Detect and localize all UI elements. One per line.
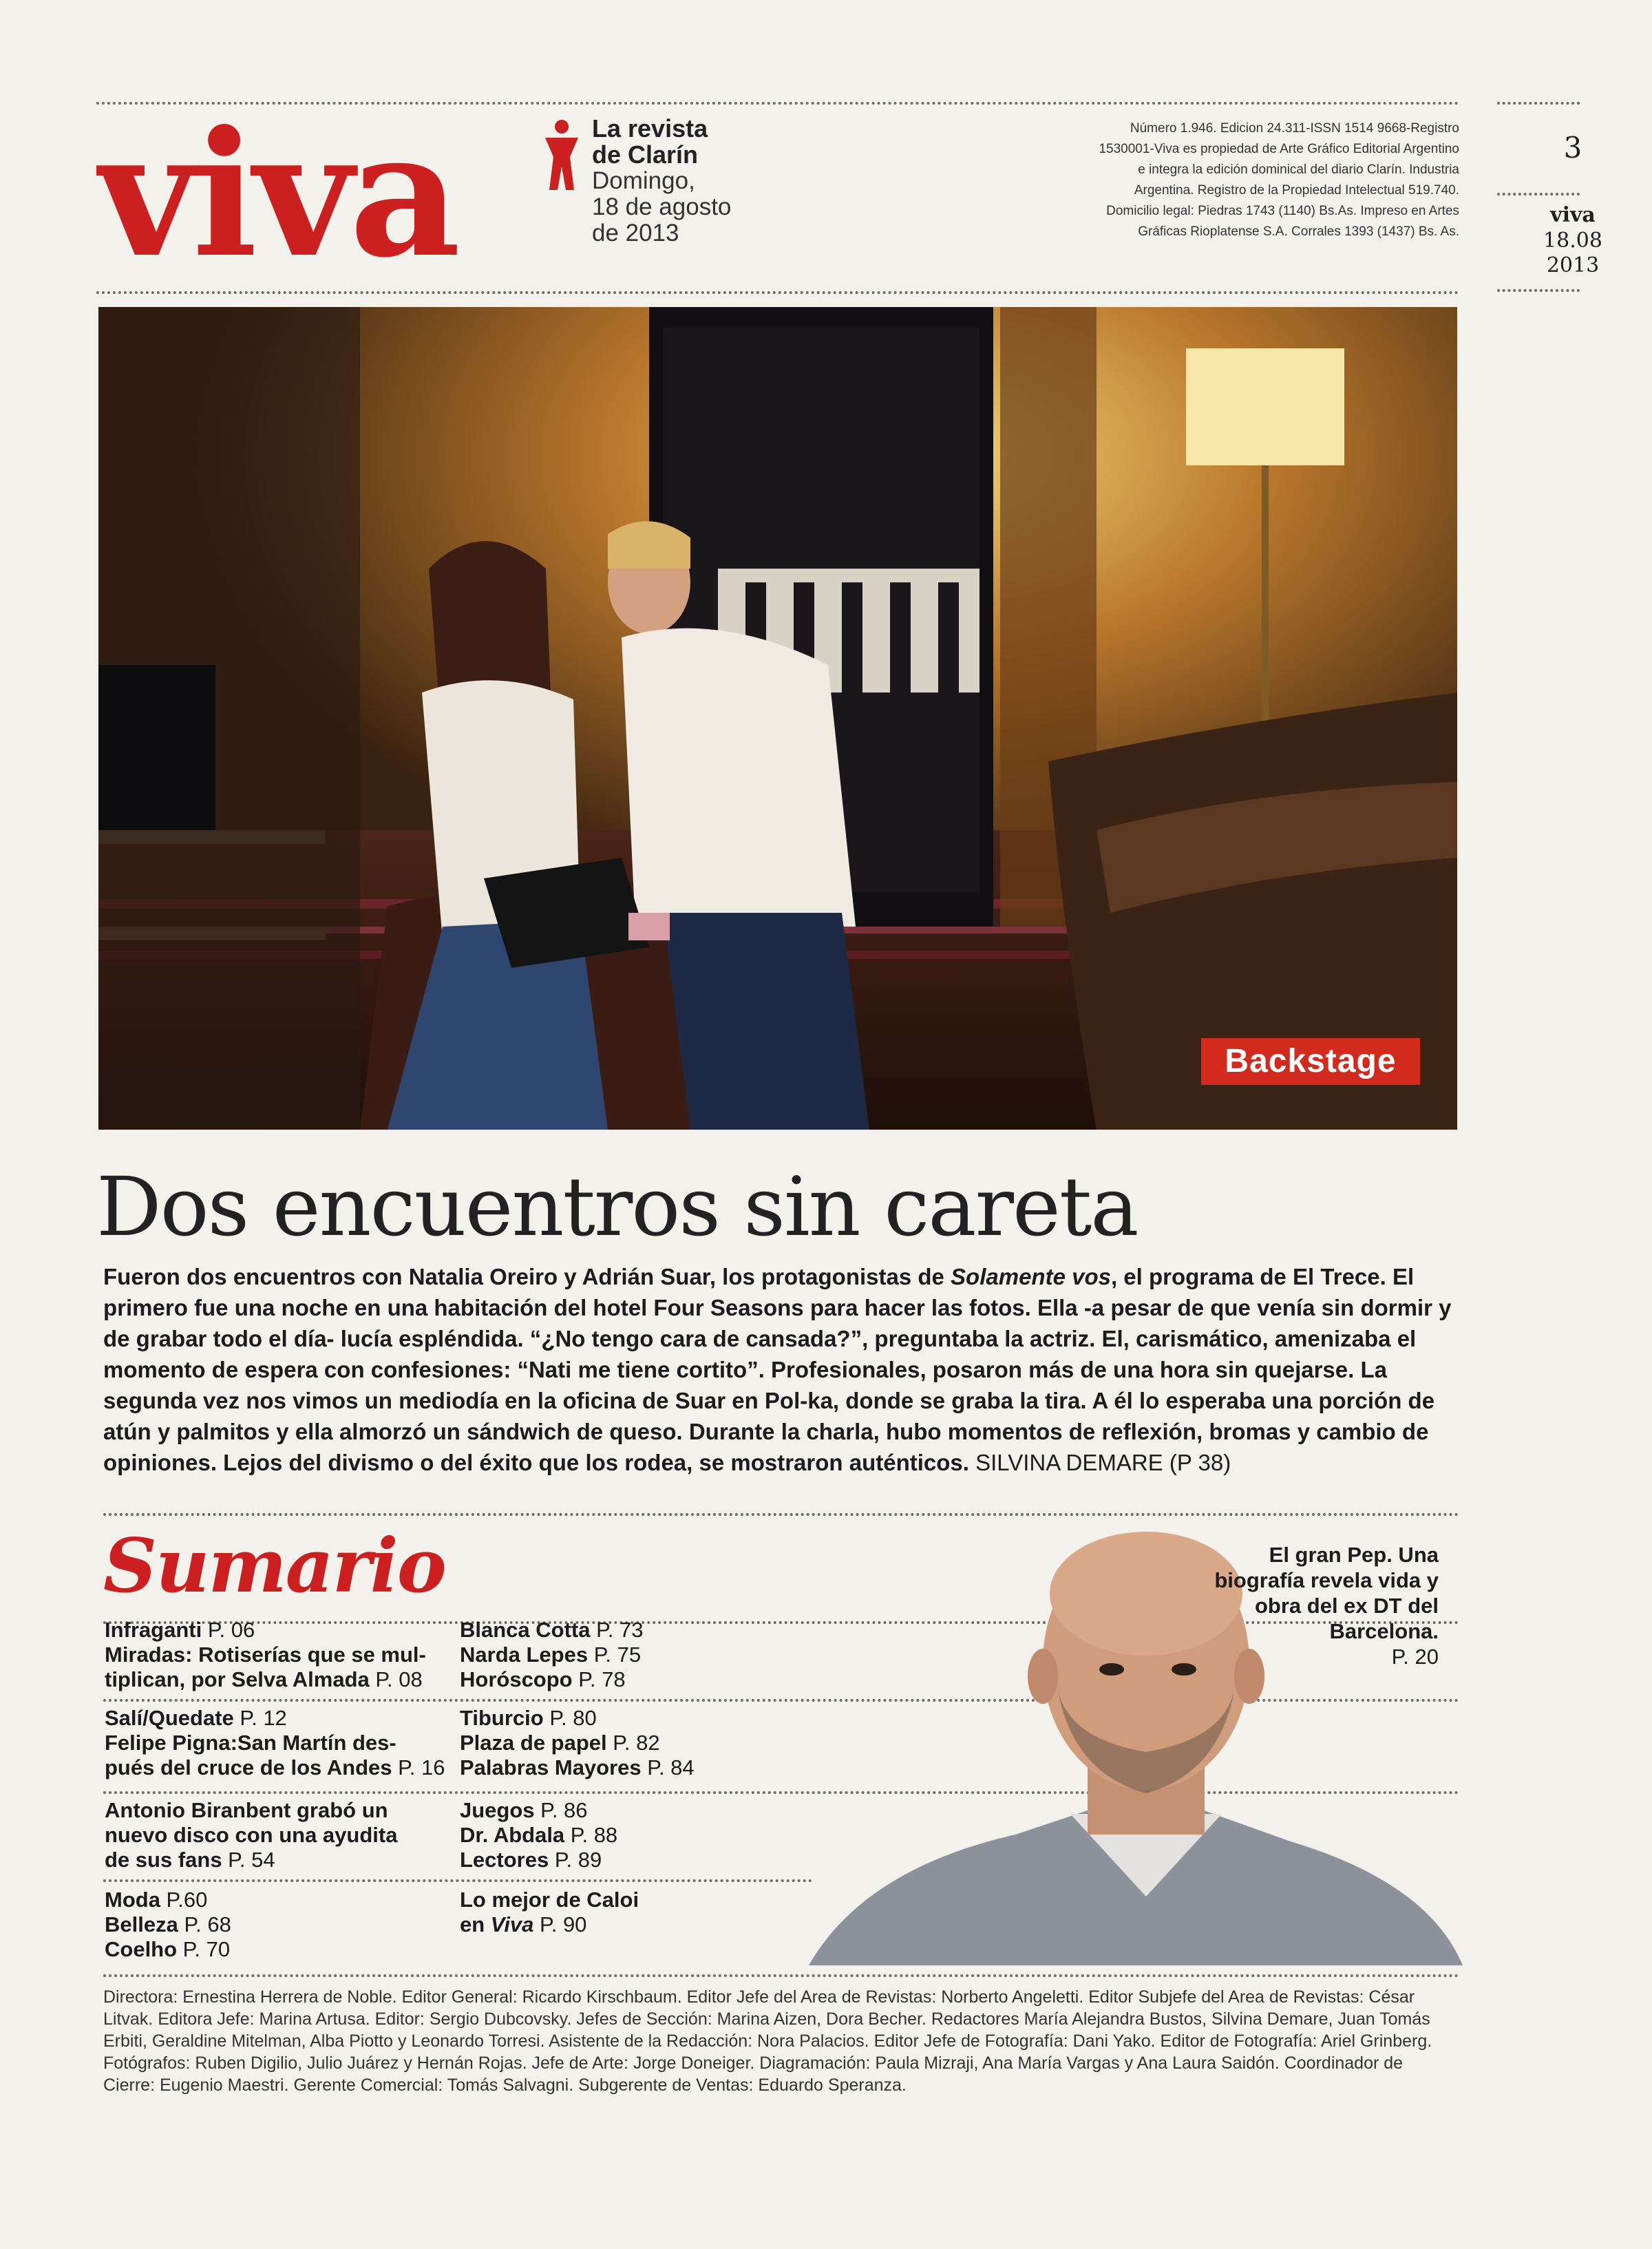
imprint-line: Argentina. Registro de la Propiedad Intelectual 519.740. bbox=[1134, 183, 1459, 198]
sumario-rule-4 bbox=[103, 1879, 812, 1882]
toc-item[interactable]: en Viva P. 90 bbox=[460, 1912, 587, 1936]
toc-item[interactable]: Salí/Quedate P. 12 bbox=[105, 1706, 287, 1730]
toc-block-infraganti bbox=[105, 1618, 426, 1692]
folio-brand: viva bbox=[1550, 203, 1596, 227]
toc-item[interactable]: Coelho P. 70 bbox=[105, 1937, 231, 1961]
svg-text:viva: viva bbox=[96, 117, 457, 275]
date-line-1: Domingo, bbox=[592, 167, 695, 194]
toc-block-biranbent bbox=[105, 1798, 397, 1872]
imprint-line: 1530001-Viva es propiedad de Arte Gráfico Editorial Argentino bbox=[1099, 142, 1459, 156]
masthead-tagline bbox=[592, 116, 731, 246]
lead-text-cont: , el programa de El Trece. El primero fue una noche en una habitación del hotel Four Seasons para hacer las fotos. Ella -a pesar de que venía sin dormir y de grabar todo el día- lucía espléndida. “¿No tengo cara de cansada?”, preguntaba la actriz. El, carismático, amenizaba el momento de espera con confesiones: “Nati me tiene cortito”. Profesionales, posaron más de una hora sin quejarse. La segunda vez nos vimos un mediodía en la oficina de Suar en Pol-ka, donde se graba la tira. A él lo esperaba una porción de atún y palmitos y ella almorzó un sándwich de queso. Durante la charla, hubo momentos de reflexión, bromas y cambio de opiniones. Lejos del divismo o del éxito que los rodea, se mostraron auténticos. bbox=[103, 1264, 1452, 1475]
top-rule bbox=[96, 102, 1459, 105]
toc-item[interactable]: Plaza de papel P. 82 bbox=[460, 1731, 660, 1755]
toc-item[interactable]: Narda Lepes P. 75 bbox=[460, 1643, 642, 1667]
toc-item[interactable]: Horóscopo P. 78 bbox=[460, 1667, 626, 1691]
header-bottom-rule bbox=[96, 291, 1459, 294]
clarin-herald-icon bbox=[542, 117, 581, 193]
tagline-line-1: La revista bbox=[592, 114, 708, 142]
backstage-badge: Backstage bbox=[1201, 1038, 1420, 1085]
toc-block-tiburcio bbox=[460, 1706, 695, 1780]
toc-item[interactable]: Tiburcio P. 80 bbox=[460, 1706, 597, 1730]
toc-block-juegos bbox=[460, 1798, 617, 1872]
toc-item[interactable]: nuevo disco con una ayudita bbox=[105, 1823, 398, 1847]
article-lead bbox=[103, 1261, 1456, 1478]
toc-item[interactable]: Belleza P. 68 bbox=[105, 1912, 231, 1936]
viva-logo bbox=[96, 117, 523, 275]
toc-item[interactable]: Juegos P. 86 bbox=[460, 1798, 588, 1822]
staff-credits: Directora: Ernestina Herrera de Noble. Editor General: Ricardo Kirschbaum. Editor Jefe del Area de Revistas: Norberto Angeletti. Editor Subjefe del Area de Revistas: César Litvak. Editora Jefe: Marina Artusa. Editor: Sergio Dubcovsky. Jefes de Sección: Marina Aizen, Dora Becher. Redactores María Alejandra Bustos, Silvina Demare, Juan Tomás Erbiti, Geraldine Mitelman, Alba Piotto y Leonardo Torresi. Asistente de la Redacción: Nora Palacios. Editor Jefe de Fotografía: Dani Yako. Editor de Fotografía: Ariel Grinberg. Fotógrafos: Ruben Digilio, Julio Juárez y Hernán Rojas. Jefe de Arte: Jorge Doneiger. Diagramación: Paula Mizraji, Ana María Vargas y Ana Laura Saidón. Coordinador de Cierre: Eugenio Maestri. Gerente Comercial: Tomás Salvagni. Subgerente de Ventas: Eduardo Speranza. bbox=[103, 1987, 1432, 2095]
sumario-title: Sumario bbox=[103, 1523, 445, 1609]
toc-item[interactable]: Lectores P. 89 bbox=[460, 1848, 602, 1872]
page-number: 3 bbox=[1563, 131, 1582, 165]
toc-item[interactable]: Miradas: Rotiserías que se mul- bbox=[105, 1643, 426, 1667]
lead-show-title: Solamente vos bbox=[951, 1264, 1111, 1289]
imprint-line: Gráficas Rioplatense S.A. Corrales 1393 (1437) Bs. As. bbox=[1138, 224, 1459, 239]
tagline-line-2: de Clarín bbox=[592, 140, 699, 169]
toc-item[interactable]: Antonio Biranbent grabó un bbox=[105, 1798, 388, 1822]
sumario-bottom-rule bbox=[103, 1974, 1459, 1977]
date-line-2: 18 de agosto bbox=[592, 193, 732, 220]
toc-block-moda bbox=[105, 1888, 231, 1962]
feature-text: El gran Pep. Una biografía revela vida y obra del ex DT del Barcelona. bbox=[1214, 1543, 1439, 1643]
toc-item[interactable]: Blanca Cotta P. 73 bbox=[460, 1618, 644, 1642]
backstage-photo bbox=[98, 307, 1457, 1130]
folio-date-line: 2013 bbox=[1546, 253, 1600, 277]
folio-rule-bottom bbox=[1497, 289, 1580, 292]
toc-item[interactable]: de sus fans P. 54 bbox=[105, 1848, 275, 1872]
toc-block-sali-quedate bbox=[105, 1706, 445, 1780]
folio-date bbox=[1514, 229, 1631, 278]
toc-item[interactable]: Moda P.60 bbox=[105, 1888, 208, 1912]
toc-block-blanca-cotta bbox=[460, 1618, 644, 1692]
toc-item[interactable]: Felipe Pigna:San Martín des- bbox=[105, 1731, 396, 1755]
toc-item[interactable]: Lo mejor de Caloi bbox=[460, 1888, 639, 1912]
folio-rule-top bbox=[1497, 102, 1580, 105]
folio-date-line: 18.08 bbox=[1543, 229, 1602, 253]
article-headline: Dos encuentros sin careta bbox=[96, 1159, 1138, 1254]
date-line-3: de 2013 bbox=[592, 220, 679, 246]
toc-item[interactable]: Dr. Abdala P. 88 bbox=[460, 1823, 618, 1847]
imprint-line: Número 1.946. Edicion 24.311-ISSN 1514 9668-Registro bbox=[1130, 121, 1459, 136]
article-byline: SILVINA DEMARE (P 38) bbox=[968, 1450, 1231, 1475]
folio-rule-mid bbox=[1497, 193, 1580, 196]
imprint-line: e integra la edición dominical del diario Clarín. Industria bbox=[1138, 162, 1459, 177]
imprint-line: Domicilio legal: Piedras 1743 (1140) Bs.As. Impreso en Artes bbox=[1106, 204, 1459, 218]
feature-page: P. 20 bbox=[1391, 1645, 1439, 1669]
imprint-legal-notice bbox=[977, 118, 1459, 242]
magazine-name: Viva bbox=[490, 1912, 534, 1936]
toc-item[interactable]: pués del cruce de los Andes P. 16 bbox=[105, 1755, 445, 1780]
toc-item[interactable]: Infraganti P. 06 bbox=[105, 1618, 255, 1642]
toc-item[interactable]: Palabras Mayores P. 84 bbox=[460, 1755, 695, 1780]
lead-text: Fueron dos encuentros con Natalia Oreiro y Adrián Suar, los protagonistas de bbox=[103, 1264, 951, 1289]
feature-callout[interactable] bbox=[1198, 1542, 1439, 1669]
toc-block-caloi bbox=[460, 1888, 639, 1937]
toc-item[interactable]: tiplican, por Selva Almada P. 08 bbox=[105, 1667, 423, 1691]
